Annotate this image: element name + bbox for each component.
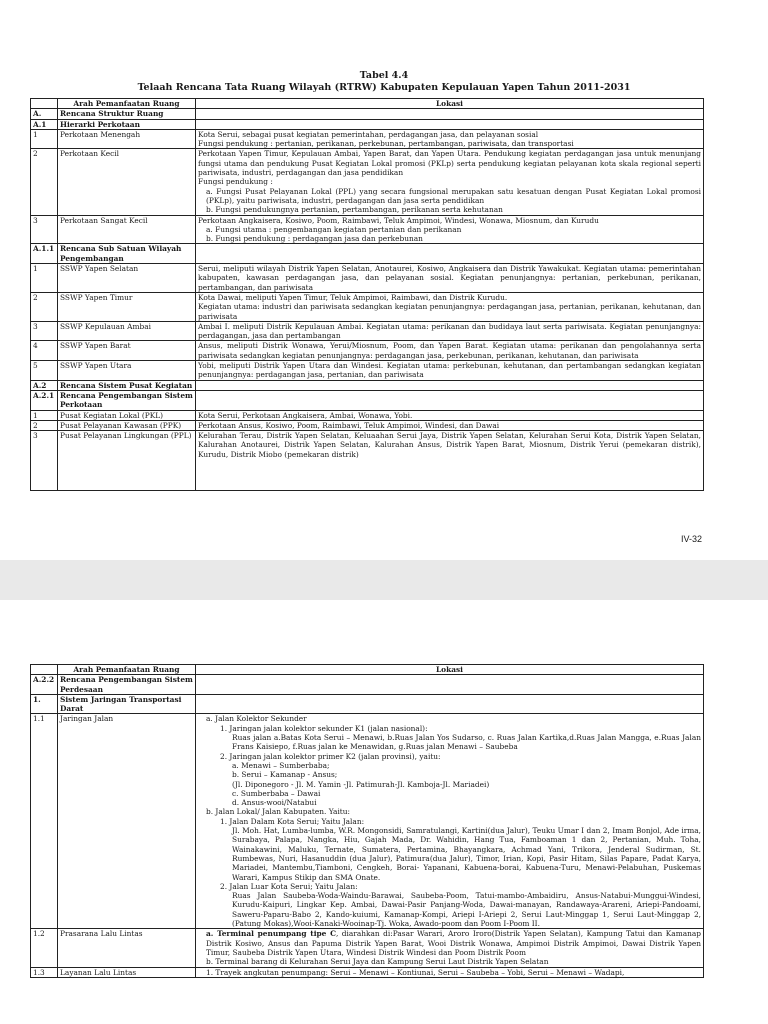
lokasi-line: a. Fungsi utama : pengembangan kegiatan pertanian dan perikanan xyxy=(206,224,462,234)
row-number: 3 xyxy=(31,431,58,491)
rtrw-table-part1 xyxy=(30,98,704,491)
lokasi-line: Perkotaan Angkaisera, Kosiwo, Poom, Raimbawi, Teluk Ampimoi, Windesi, Wonawa, Miosnum, dan Kurudu xyxy=(198,215,599,225)
lokasi-line: 2. Jaringan jalan kolektor primer K2 (jalan provinsi), yaitu: xyxy=(220,751,441,761)
lokasi-line: Kelurahan Terau, Distrik Yapen Selatan, Keluaahan Serui Jaya, Distrik Yapen Selatan, Kelurahan Serui Kota, Distrik Yapen Selatan, Kalurahan Anotaurei, Distrik Yapen Selatan, Kalurahan Ansus, Distrik Yapen Barat, Miosnum, Distrik Yerui (pemekaran distrik), Kurudu, Distrik Miobo (pemekaran distrik) xyxy=(198,431,701,459)
table-row xyxy=(31,321,704,341)
row-arah-pemanfaatan: Pusat Kegiatan Lokal (PKL) xyxy=(58,410,196,420)
row-arah-pemanfaatan: Perkotaan Kecil xyxy=(58,149,196,215)
row-lokasi xyxy=(196,390,704,410)
header-no xyxy=(31,665,58,675)
lokasi-line: Kota Dawai, meliputi Yapen Timur, Teluk Ampimoi, Raimbawi, dan Distrik Kurudu. xyxy=(198,292,508,302)
row-lokasi xyxy=(196,119,704,129)
row-arah-pemanfaatan: Perkotaan Sangat Kecil xyxy=(58,215,196,244)
row-arah-pemanfaatan: Rencana Sub Satuan Wilayah Pengembangan xyxy=(58,244,196,264)
row-lokasi xyxy=(196,410,704,420)
row-number: 1. xyxy=(31,694,58,714)
row-arah-pemanfaatan: Jaringan Jalan xyxy=(58,714,196,929)
row-lokasi xyxy=(196,929,704,967)
lokasi-line: Ruas jalan a.Batas Kota Serui – Menawi, b.Ruas Jalan Yos Sudarso, c. Ruas Jalan Kartika,d.Ruas Jalan Mangga, e.Ruas Jalan Frans Kaisiepo, f.Ruas jalan ke Menawidan, g.Ruas jalan Menawi – Saubeba xyxy=(232,733,701,752)
section-row xyxy=(31,390,704,410)
table-title: Telaah Rencana Tata Ruang Wilayah (RTRW) Kabupaten Kepulauan Yapen Tahun 2011-2031 xyxy=(137,82,631,93)
row-arah-pemanfaatan: Rencana Pengembangan Sistem Perdesaan xyxy=(58,675,196,695)
table-row xyxy=(31,215,704,244)
table-row xyxy=(31,410,704,420)
table-row xyxy=(31,361,704,381)
lokasi-line: Kegiatan utama: industri dan pariwisata sedangkan kegiatan penunjangnya: perdagangan jasa, pertanian, perikanan, kehutanan, dan pariwisata xyxy=(198,302,701,321)
lokasi-line: Ansus, meliputi Distrik Wonawa, Yerui/Miosnum, Poom, dan Yapen Barat. Kegiatan utama: perikanan dan pengolahannya serta pariwisata sedangkan kegiatan penunjangnya: perdagangan jasa, perkebunan, perikanan, kehutanan, dan pariwisata xyxy=(198,341,701,360)
lokasi-line: 1. Trayek angkutan penumpang: Serui – Menawi – Kontiunai, Serui – Saubeba – Yobi, Serui – Menawi – Wadapi, xyxy=(206,967,625,977)
header-arah: Arah Pemanfaatan Ruang xyxy=(58,665,196,675)
table-row xyxy=(31,341,704,361)
lokasi-line: Perkotaan Yapen Timur, Kepulauan Ambai, Yapen Barat, dan Yapen Utara. Pendukung kegiatan perdagangan jasa untuk menunjang fungsi utama dan pendukung Pusat Kegiatan Lokal promosi (PKLp) serta pendukung kegiatan pelayanan kota skala regional seperti pariwisata, industri, perdagangan dan jasa pendidikan xyxy=(198,149,701,178)
row-number: 1 xyxy=(31,410,58,420)
header-arah: Arah Pemanfaatan Ruang xyxy=(58,99,196,109)
row-arah-pemanfaatan: SSWP Yapen Utara xyxy=(58,361,196,381)
table-header-row xyxy=(31,665,704,675)
lokasi-line: b. Serui – Kamanap - Ansus; xyxy=(232,770,338,780)
row-number: 3 xyxy=(31,215,58,244)
row-lokasi xyxy=(196,694,704,714)
lokasi-line: a. Fungsi Pusat Pelayanan Lokal (PPL) yang secara fungsional merupakan satu kesatuan dengan Pusat Kegiatan Lokal promosi (PKLp), yaitu pariwisata, industri, perdagangan dan jasa serta pendidikan xyxy=(206,186,701,205)
table-row xyxy=(31,929,704,967)
lokasi-line: Ruas Jalan Saubeba-Woda-Waindu-Barawai, Saubeba-Poom, Tatui-mambo-Ambaidiru, Ansus-Natabui-Munggui-Windesi, Kurudu-Kaipuri, Lingkar Kep. Ambai, Dawai-Pasir Panjang-Woda, Dawai-manayan, Randawaya-Arareni, Ariepi-Pandoami, Saweru-Paparu-Babo 2, Kando-kuiumi, Kamanap-Kompi, Ariepi I-Ariepi 2, Serui Laut-Minggap 1, Serui Laut-Minggap 2, (Patung Mokas),Wooi-Kanaki-Wooinap-Tj. Woka, Awado-poom dan Poom I-Poom II. xyxy=(232,891,701,929)
row-number: A.2 xyxy=(31,380,58,390)
row-number: 5 xyxy=(31,361,58,381)
table-row xyxy=(31,714,704,929)
row-lokasi xyxy=(196,109,704,119)
header-lokasi: Lokasi xyxy=(196,99,704,109)
row-number: 1.1 xyxy=(31,714,58,929)
row-lokasi xyxy=(196,675,704,695)
lokasi-line: Perkotaan Ansus, Kosiwo, Poom, Raimbawi, Teluk Ampimoi, Windesi, dan Dawai xyxy=(198,420,500,430)
row-lokasi xyxy=(196,292,704,321)
row-number: 1 xyxy=(31,129,58,149)
row-number: A.2.2 xyxy=(31,675,58,695)
row-number: 1.3 xyxy=(31,967,58,977)
lokasi-line: b. Fungsi pendukung : perdagangan jasa dan perkebunan xyxy=(206,234,423,244)
row-arah-pemanfaatan: Sistem Jaringan Transportasi Darat xyxy=(58,694,196,714)
table-header-row xyxy=(31,99,704,109)
lokasi-line: (Jl. Diponegoro - Jl. M. Yamin -Jl. Patimurah-Jl. Kamboja-Jl. Mariadei) xyxy=(232,779,490,789)
table-row xyxy=(31,292,704,321)
lokasi-line: Fungsi pendukung : pertanian, perikanan, perkebunan, pertambangan, pariwisata, dan transportasi xyxy=(198,139,574,149)
lokasi-line: b. Fungsi pendukungnya pertanian, pertambangan, perikanan serta kehutanan xyxy=(206,205,503,215)
row-lokasi xyxy=(196,380,704,390)
header-no xyxy=(31,99,58,109)
rtrw-table-part2 xyxy=(30,664,704,978)
row-lokasi xyxy=(196,215,704,244)
row-lokasi xyxy=(196,129,704,149)
row-arah-pemanfaatan: SSWP Yapen Timur xyxy=(58,292,196,321)
table-row xyxy=(31,967,704,977)
table-row xyxy=(31,264,704,293)
section-row xyxy=(31,380,704,390)
section-row xyxy=(31,244,704,264)
table-number: Tabel 4.4 xyxy=(359,70,409,81)
section-row xyxy=(31,694,704,714)
row-lokasi xyxy=(196,431,704,491)
row-number: 1.2 xyxy=(31,929,58,967)
row-lokasi xyxy=(196,341,704,361)
row-number: 4 xyxy=(31,341,58,361)
section-row xyxy=(31,119,704,129)
table-row xyxy=(31,420,704,430)
section-row xyxy=(31,109,704,119)
lokasi-line: b. Terminal barang di Kelurahan Serui Jaya dan Kampung Serui Laut Distrik Yapen Selatan xyxy=(206,957,549,967)
row-arah-pemanfaatan: SSWP Kepulauan Ambai xyxy=(58,321,196,341)
section-row xyxy=(31,675,704,695)
row-arah-pemanfaatan: Perkotaan Menengah xyxy=(58,129,196,149)
page-number: IV-32 xyxy=(680,534,702,544)
row-number: 2 xyxy=(31,420,58,430)
lokasi-line: Jl. Moh. Hat, Lumba-lumba, W.R. Mongonsidi, Samratulangi, Kartini(dua Jalur), Teuku Umar I dan 2, Imam Bonjol, Ade irma, Surabaya, Palapa, Nangka, Hiu, Gajah Mada, Dr. Wahidin, Hang Tua, Famboaman 1 dan 2, Pertanian, Muh. Toha, Wainakawini, Maluku, Ternate, Sumatera, Pertamina, Bhayangkara, Achmad Yani, Trikora, Jenderal Sudirman, St. Rumbewas, Nuri, Hasanuddin (dua Jalur), Patimura(dua Jalur), Timor, Irian, Kopi, Pasir Hitam, Silas Papare, Padat Karya, Mariadei, Mantembu,Tiamboni, Cengkeh, Borai- Yapanani, Kabuena-borai, Kabuena-Turu, Menawi-Pelabuhan, Puskemas Warari, Kampus Stikip dan SMA Onate. xyxy=(232,826,701,882)
lokasi-line: 1. Jaringan jalan kolektor sekunder K1 (jalan nasional): xyxy=(220,723,428,733)
lokasi-line: Ambai I. meliputi Distrik Kepulauan Ambai. Kegiatan utama: perikanan dan budidaya laut serta pariwisata. Kegiatan penunjangnya: perdagangan, jasa dan pertambangan xyxy=(198,321,701,341)
document-page-2 xyxy=(0,600,768,1024)
row-number: A.2.1 xyxy=(31,390,58,410)
lokasi-line: Kota Serui, sebagai pusat kegiatan pemerintahan, perdagangan jasa, dan pelayanan sosial xyxy=(198,129,539,139)
row-lokasi xyxy=(196,420,704,430)
header-lokasi: Lokasi xyxy=(196,665,704,675)
row-arah-pemanfaatan: Prasarana Lalu Lintas xyxy=(58,929,196,967)
lokasi-line: 2. Jalan Luar Kota Serui; Yaitu Jalan: xyxy=(220,881,358,891)
row-number: A. xyxy=(31,109,58,119)
table-row xyxy=(31,431,704,491)
row-number: 2 xyxy=(31,292,58,321)
row-arah-pemanfaatan: SSWP Yapen Barat xyxy=(58,341,196,361)
row-arah-pemanfaatan: Pusat Pelayanan Lingkungan (PPL) xyxy=(58,431,196,491)
lokasi-line: a. Jalan Kolektor Sekunder xyxy=(206,714,307,724)
lokasi-line: a. Menawi – Sumberbaba; xyxy=(232,760,330,770)
lokasi-line: c. Sumberbaba – Dawai xyxy=(232,788,321,798)
lokasi-line: b. Jalan Lokal/ Jalan Kabupaten. Yaitu: xyxy=(206,807,351,817)
lokasi-line: Kota Serui, Perkotaan Angkaisera, Ambai, Wonawa, Yobi. xyxy=(198,410,413,420)
row-arah-pemanfaatan: Hierarki Perkotaan xyxy=(58,119,196,129)
lokasi-line: a. Terminal penumpang tipe C, diarahkan di:Pasar Warari, Aroro Iroro(Distrik Yapen Selatan), Kampung Tatui dan Kamanap Distrik Kosiwo, Ansus dan Papuma Distrik Yapen Barat, Wooi Distrik Wonawa, Ampimoi Distrik Ampimoi, Dawai Distrik Yapen Timur, Saubeba Distrik Yapen Utara, Windesi Distrik Windesi dan Poom Distrik Poom xyxy=(206,929,702,957)
lokasi-line: Serui, meliputi wilayah Distrik Yapen Selatan, Anotaurei, Kosiwo, Angkaisera dan Distrik Yawakukat. Kegiatan utama: pemerintahan kabupaten, kawasan perdagangan jasa, dan pelayanan sosial. Kegiatan penunjangnya: pertanian, perkebunan, perikanan, pertambangan, dan pariwisata xyxy=(198,264,701,292)
lokasi-line: d. Ansus-wooi/Natabui xyxy=(232,798,317,808)
row-number: 3 xyxy=(31,321,58,341)
row-number: A.1 xyxy=(31,119,58,129)
table-row xyxy=(31,149,704,215)
row-number: 2 xyxy=(31,149,58,215)
row-arah-pemanfaatan: SSWP Yapen Selatan xyxy=(58,264,196,293)
row-arah-pemanfaatan: Rencana Sistem Pusat Kegiatan xyxy=(58,380,196,390)
row-number: 1 xyxy=(31,264,58,293)
table-row xyxy=(31,129,704,149)
row-lokasi xyxy=(196,244,704,264)
row-number: A.1.1 xyxy=(31,244,58,264)
lokasi-line: Fungsi pendukung : xyxy=(198,177,273,187)
row-lokasi xyxy=(196,361,704,381)
row-arah-pemanfaatan: Rencana Struktur Ruang xyxy=(58,109,196,119)
row-lokasi xyxy=(196,149,704,215)
row-arah-pemanfaatan: Layanan Lalu Lintas xyxy=(58,967,196,977)
row-arah-pemanfaatan: Rencana Pengembangan Sistem Perkotaan xyxy=(58,390,196,410)
row-arah-pemanfaatan: Pusat Pelayanan Kawasan (PPK) xyxy=(58,420,196,430)
row-lokasi xyxy=(196,714,704,929)
row-lokasi xyxy=(196,264,704,293)
lokasi-line: Yobi, meliputi Distrik Yapen Utara dan Windesi. Kegiatan utama: perkebunan, kehutanan, dan pertambangan sedangkan kegiatan penunjangnya: perdagangan jasa, pertanian, dan pariwisata xyxy=(198,361,701,380)
row-lokasi xyxy=(196,967,704,977)
lokasi-line: 1. Jalan Dalam Kota Serui; Yaitu Jalan: xyxy=(220,816,365,826)
row-lokasi xyxy=(196,321,704,341)
